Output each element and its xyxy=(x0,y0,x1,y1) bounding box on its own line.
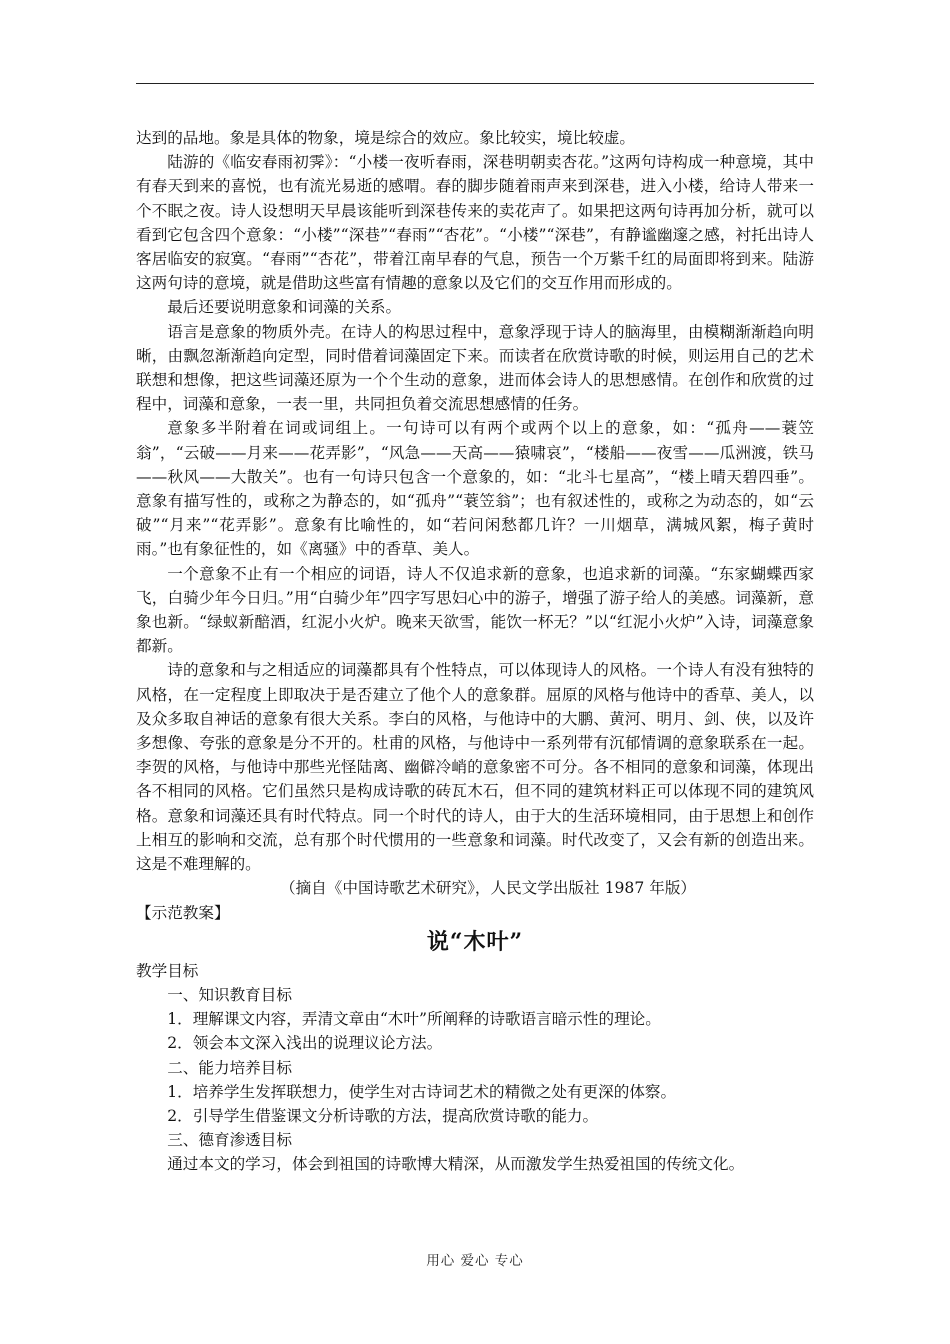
body-paragraph: 最后还要说明意象和词藻的关系。 xyxy=(167,298,402,317)
goal-item: 2．引导学生借鉴课文分析诗歌的方法，提高欣赏诗歌的能力。 xyxy=(167,1106,599,1125)
goal-item: 2．领会本文深入浅出的说理议论方法。 xyxy=(167,1034,443,1053)
goal-subheading: 三、德育渗透目标 xyxy=(167,1131,292,1150)
body-paragraph: 诗的意象和与之相适应的词藻都具有个性特点，可以体现诗人的风格。一个诗人有没有独特的风格，在一定程度上即取决于是否建立了他个人的意象群。屈原的风格与他诗中的香草、美人，以及众多取自神话的意象有很大关系。李白的风格，与他诗中的大鹏、黄河、明月、剑、侠，以及许多想像、夸张的意象是分不开的。杜甫的风格，与他诗中一系列带有沉郁情调的意象联系在一起。李贺的风格，与他诗中那些光怪陆离、幽僻冷峭的意象密不可分。各不相同的意象和词藻，体现出各不相同的风格。它们虽然只是构成诗歌的砖瓦木石，但不同的建筑材料正可以体现不同的建筑风格。意象和词藻还具有时代特点。同一个时代的诗人，由于大的生活环境相同，由于思想上和创作上相互的影响和交流，总有那个时代惯用的一些意象和词藻。时代改变了，又会有新的创造出来。这是不难理解的。 xyxy=(136,661,814,874)
body-paragraph: 达到的品地。象是具体的物象，境是综合的效应。象比较实，境比较虚。 xyxy=(136,129,636,147)
source-citation: （摘自《中国诗歌艺术研究》，人民文学出版社 1987 年版） xyxy=(279,879,697,898)
article-title: 说“木叶” xyxy=(426,928,524,955)
body-paragraph: 陆游的《临安春雨初霁》：“小楼一夜听春雨，深巷明朝卖杏花。”这两句诗构成一种意境，其中有春天到来的喜悦，也有流光易逝的感喟。春的脚步随着雨声来到深巷，进入小楼，给诗人带来一个不眠之夜。诗人设想明天早晨该能听到深巷传来的卖花声了。如果把这两句诗再加分析，就可以看到它包含四个意象：“小楼”“深巷”“春雨”“杏花”。“小楼”“深巷”，有静谧幽邃之感，衬托出诗人客居临安的寂寞。“春雨”“杏花”，带着江南早春的气息，预告一个万紫千红的局面即将到来。陆游这两句诗的意境，就是借助这些富有情趣的意象以及它们的交互作用而形成的。 xyxy=(136,153,814,293)
goal-item: 1．理解课文内容，弄清文章由“木叶”所阐释的诗歌语言暗示性的理论。 xyxy=(167,1010,661,1029)
goal-item: 1．培养学生发挥联想力，使学生对古诗词艺术的精微之处有更深的体察。 xyxy=(167,1082,677,1101)
goal-subheading: 二、能力培养目标 xyxy=(167,1058,292,1077)
section-label: 【示范教案】 xyxy=(136,903,230,922)
document-body xyxy=(136,126,814,1177)
body-paragraph: 语言是意象的物质外壳。在诗人的构思过程中，意象浮现于诗人的脑海里，由模糊渐渐趋向明晰，由飘忽渐渐趋向定型，同时借着词藻固定下来。而读者在欣赏诗歌的时候，则运用自己的艺术联想和想像，把这些词藻还原为一个个生动的意象，进而体会诗人的思想感情。在创作和欣赏的过程中，词藻和意象，一表一里，共同担负着交流思想感情的任务。 xyxy=(136,322,814,414)
body-paragraph: 一个意象不止有一个相应的词语，诗人不仅追求新的意象，也追求新的词藻。“东家蝴蝶西家飞，白骑少年今日归。”用“白骑少年”四字写思妇心中的游子，增强了游子给人的美感。词藻新，意象也新。“绿蚁新醅酒，红泥小火炉。晚来天欲雪，能饮一杯无？”以“红泥小火炉”入诗，词藻意象都新。 xyxy=(136,564,814,656)
goal-item: 通过本文的学习，体会到祖国的诗歌博大精深，从而激发学生热爱祖国的传统文化。 xyxy=(167,1155,745,1174)
body-paragraph: 意象多半附着在词或词组上。一句诗可以有两个或两个以上的意象，如：“孤舟——蓑笠翁”，“云破——月来——花弄影”，“风急——天高——猿啸哀”，“楼船——夜雪——瓜洲渡，铁马——秋风——大散关”。也有一句诗只包含一个意象的，如：“北斗七星高”，“楼上晴天碧四垂”。意象有描写性的，或称之为静态的，如“孤舟”“蓑笠翁”；也有叙述性的，或称之为动态的，如“云破”“月来”“花弄影”。意象有比喻性的，如“若问闲愁都几许？一川烟草，满城风絮，梅子黄时雨。”也有象征性的，如《离骚》中的香草、美人。 xyxy=(136,419,814,559)
goals-heading: 教学目标 xyxy=(136,961,199,980)
header-rule xyxy=(136,83,814,84)
page-footer: 用心 爱心 专心 xyxy=(426,1253,524,1269)
goal-subheading: 一、知识教育目标 xyxy=(167,985,292,1004)
